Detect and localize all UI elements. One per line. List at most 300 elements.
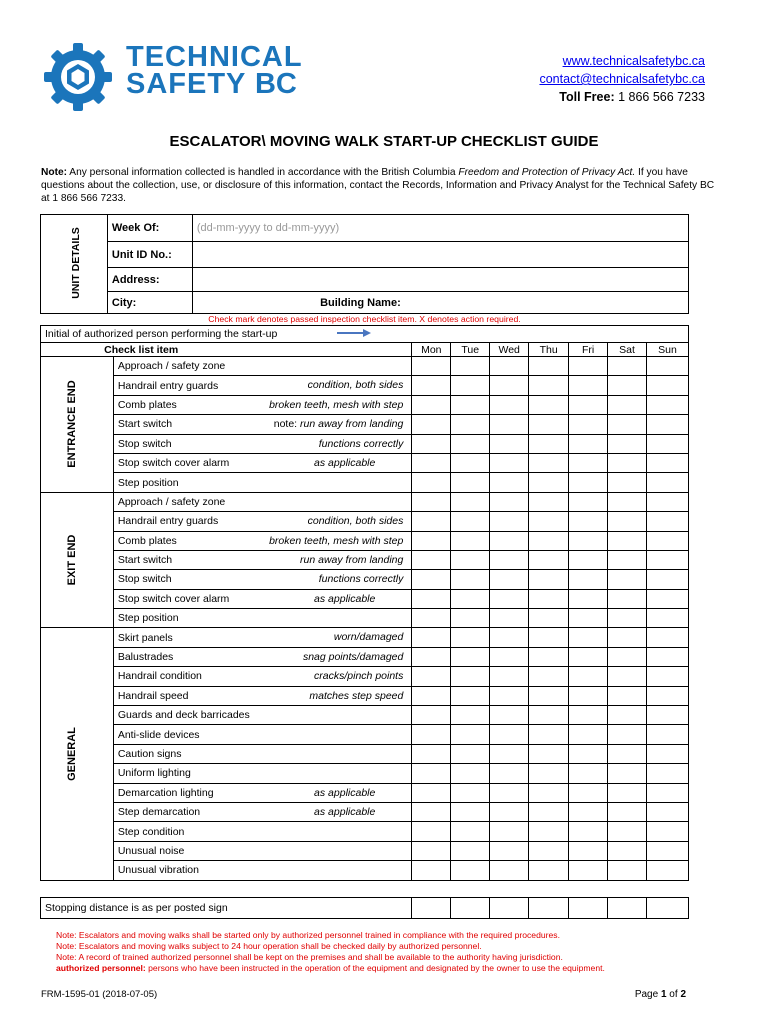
check-cell-tue[interactable] bbox=[451, 357, 490, 376]
check-cell-mon[interactable] bbox=[412, 589, 451, 608]
check-cell-wed[interactable] bbox=[490, 492, 529, 511]
check-cell-sun[interactable] bbox=[646, 744, 688, 763]
check-item bbox=[113, 802, 412, 821]
privacy-note bbox=[41, 166, 721, 205]
check-cell-sun[interactable] bbox=[646, 473, 688, 492]
check-cell-mon[interactable] bbox=[412, 415, 451, 434]
section-entrance-end bbox=[41, 357, 114, 493]
check-cell-mon[interactable] bbox=[412, 570, 451, 589]
check-cell-tue[interactable] bbox=[451, 783, 490, 802]
check-item bbox=[113, 434, 412, 453]
check-cell-sun[interactable] bbox=[646, 376, 688, 395]
check-item-note-prefix: note: bbox=[273, 418, 301, 431]
check-cell-mon[interactable] bbox=[412, 647, 451, 666]
check-cell-mon[interactable] bbox=[412, 512, 451, 531]
check-cell-thu[interactable] bbox=[529, 783, 569, 802]
check-cell-thu[interactable] bbox=[529, 609, 569, 628]
stopping-cell-tue[interactable] bbox=[451, 898, 490, 919]
check-cell-fri[interactable] bbox=[569, 550, 608, 569]
check-cell-wed[interactable] bbox=[490, 473, 529, 492]
check-cell-sat[interactable] bbox=[608, 531, 647, 550]
check-cell-wed[interactable] bbox=[490, 357, 529, 376]
check-item-note-text: as applicable bbox=[314, 592, 376, 605]
check-cell-thu[interactable] bbox=[529, 725, 569, 744]
check-cell-tue[interactable] bbox=[451, 744, 490, 763]
check-item-name: Unusual vibration bbox=[117, 864, 199, 877]
table-row bbox=[41, 473, 689, 492]
check-cell-mon[interactable] bbox=[412, 861, 451, 880]
check-cell-fri[interactable] bbox=[569, 357, 608, 376]
table-row bbox=[41, 744, 689, 763]
check-item bbox=[113, 512, 412, 531]
check-cell-wed[interactable] bbox=[490, 395, 529, 414]
check-cell-mon[interactable] bbox=[412, 744, 451, 763]
footnote-1: Note: Escalators and moving walks shall be started only by authorized personnel trained in compliance with the required procedures. bbox=[56, 930, 560, 940]
check-cell-mon[interactable] bbox=[412, 395, 451, 414]
check-cell-tue[interactable] bbox=[451, 434, 490, 453]
check-cell-mon[interactable] bbox=[412, 453, 451, 472]
check-item bbox=[113, 453, 412, 472]
table-row bbox=[41, 531, 689, 550]
check-item-note bbox=[303, 651, 403, 663]
check-cell-wed[interactable] bbox=[490, 512, 529, 531]
check-cell-thu[interactable] bbox=[529, 376, 569, 395]
check-cell-tue[interactable] bbox=[451, 550, 490, 569]
check-cell-fri[interactable] bbox=[569, 822, 608, 841]
table-row bbox=[41, 783, 689, 802]
form-id: FRM-1595-01 (2018-07-05) bbox=[41, 989, 158, 1000]
check-cell-fri[interactable] bbox=[569, 802, 608, 821]
check-cell-sun[interactable] bbox=[646, 609, 688, 628]
check-item bbox=[113, 706, 412, 725]
check-cell-wed[interactable] bbox=[490, 802, 529, 821]
table-row bbox=[41, 376, 689, 395]
check-cell-sun[interactable] bbox=[646, 667, 688, 686]
check-cell-sat[interactable] bbox=[608, 667, 647, 686]
stopping-cell-sat[interactable] bbox=[608, 898, 647, 919]
initial-row-cell bbox=[41, 326, 689, 343]
check-item-note bbox=[314, 593, 375, 605]
check-item-note bbox=[269, 535, 403, 547]
check-cell-fri[interactable] bbox=[569, 686, 608, 705]
check-cell-sat[interactable] bbox=[608, 841, 647, 860]
table-row bbox=[41, 453, 689, 472]
check-cell-fri[interactable] bbox=[569, 861, 608, 880]
check-cell-tue[interactable] bbox=[451, 395, 490, 414]
check-cell-fri[interactable] bbox=[569, 667, 608, 686]
check-item-name: Start switch bbox=[117, 554, 173, 567]
check-item-note bbox=[274, 418, 404, 430]
check-cell-thu[interactable] bbox=[529, 415, 569, 434]
header-row bbox=[41, 343, 689, 357]
check-cell-thu[interactable] bbox=[529, 434, 569, 453]
check-item bbox=[113, 822, 412, 841]
check-item-name: Step position bbox=[117, 476, 179, 489]
check-cell-wed[interactable] bbox=[490, 725, 529, 744]
table-row bbox=[41, 841, 689, 860]
check-item-note bbox=[319, 438, 404, 450]
check-cell-sat[interactable] bbox=[608, 686, 647, 705]
check-cell-tue[interactable] bbox=[451, 415, 490, 434]
check-item bbox=[113, 841, 412, 860]
check-cell-sun[interactable] bbox=[646, 647, 688, 666]
check-cell-wed[interactable] bbox=[490, 415, 529, 434]
check-cell-mon[interactable] bbox=[412, 783, 451, 802]
city-label: City: bbox=[107, 292, 192, 314]
check-cell-sun[interactable] bbox=[646, 550, 688, 569]
check-cell-mon[interactable] bbox=[412, 706, 451, 725]
check-cell-thu[interactable] bbox=[529, 473, 569, 492]
check-cell-wed[interactable] bbox=[490, 822, 529, 841]
check-item-note-text: condition, both sides bbox=[307, 515, 404, 528]
check-cell-sun[interactable] bbox=[646, 357, 688, 376]
check-cell-sun[interactable] bbox=[646, 783, 688, 802]
check-cell-wed[interactable] bbox=[490, 628, 529, 647]
check-cell-fri[interactable] bbox=[569, 570, 608, 589]
check-item-name: Handrail condition bbox=[117, 670, 202, 683]
check-cell-wed[interactable] bbox=[490, 453, 529, 472]
footnote-3: Note: A record of trained authorized personnel shall be kept on the premises and shall be available to the authority having jurisdiction. bbox=[56, 952, 563, 962]
check-item-name: Comb plates bbox=[117, 534, 177, 547]
check-item-note-text: worn/damaged bbox=[333, 631, 404, 644]
check-cell-sun[interactable] bbox=[646, 531, 688, 550]
stopping-cell-fri[interactable] bbox=[569, 898, 608, 919]
check-cell-wed[interactable] bbox=[490, 570, 529, 589]
check-cell-fri[interactable] bbox=[569, 473, 608, 492]
check-cell-thu[interactable] bbox=[529, 512, 569, 531]
check-cell-sat[interactable] bbox=[608, 802, 647, 821]
check-cell-thu[interactable] bbox=[529, 822, 569, 841]
check-item-note-text: functions correctly bbox=[318, 573, 404, 586]
privacy-note-text2: If you have questions about the collection, use, or disclosure of this information, contact the Records, Information and Privacy Analyst for the Technical Safety BC at 1 866 566 7233. bbox=[41, 167, 715, 204]
check-cell-tue[interactable] bbox=[451, 628, 490, 647]
check-item-note-text: snag points/damaged bbox=[302, 650, 404, 663]
table-row bbox=[41, 512, 689, 531]
unit-id-input[interactable] bbox=[192, 242, 688, 268]
check-cell-tue[interactable] bbox=[451, 473, 490, 492]
building-name-label: Building Name: bbox=[320, 296, 401, 309]
check-cell-mon[interactable] bbox=[412, 376, 451, 395]
check-cell-tue[interactable] bbox=[451, 667, 490, 686]
check-item bbox=[113, 492, 412, 511]
check-item-note bbox=[314, 806, 375, 818]
check-cell-sat[interactable] bbox=[608, 492, 647, 511]
table-row bbox=[41, 764, 689, 783]
check-cell-sat[interactable] bbox=[608, 764, 647, 783]
check-cell-tue[interactable] bbox=[451, 531, 490, 550]
check-cell-wed[interactable] bbox=[490, 861, 529, 880]
check-cell-sat[interactable] bbox=[608, 570, 647, 589]
check-cell-thu[interactable] bbox=[529, 764, 569, 783]
check-cell-sat[interactable] bbox=[608, 589, 647, 608]
check-cell-tue[interactable] bbox=[451, 589, 490, 608]
check-cell-sun[interactable] bbox=[646, 453, 688, 472]
check-cell-mon[interactable] bbox=[412, 434, 451, 453]
check-cell-sun[interactable] bbox=[646, 686, 688, 705]
check-cell-fri[interactable] bbox=[569, 841, 608, 860]
check-cell-mon[interactable] bbox=[412, 628, 451, 647]
check-cell-wed[interactable] bbox=[490, 744, 529, 763]
check-cell-sat[interactable] bbox=[608, 415, 647, 434]
check-cell-mon[interactable] bbox=[412, 725, 451, 744]
logo-line-safety: SAFETY bbox=[126, 68, 246, 100]
check-cell-thu[interactable] bbox=[529, 686, 569, 705]
check-cell-sat[interactable] bbox=[608, 395, 647, 414]
check-item-name: Unusual noise bbox=[117, 844, 185, 857]
check-cell-mon[interactable] bbox=[412, 531, 451, 550]
check-cell-mon[interactable] bbox=[412, 822, 451, 841]
check-cell-fri[interactable] bbox=[569, 376, 608, 395]
check-cell-thu[interactable] bbox=[529, 492, 569, 511]
check-cell-wed[interactable] bbox=[490, 764, 529, 783]
check-cell-tue[interactable] bbox=[451, 570, 490, 589]
check-cell-sun[interactable] bbox=[646, 706, 688, 725]
check-item bbox=[113, 628, 412, 647]
check-cell-tue[interactable] bbox=[451, 647, 490, 666]
week-of-input[interactable]: (dd-mm-yyyy to dd-mm-yyyy) bbox=[192, 215, 688, 242]
check-cell-thu[interactable] bbox=[529, 706, 569, 725]
check-cell-sun[interactable] bbox=[646, 764, 688, 783]
day-header-sun: Sun bbox=[646, 343, 688, 357]
day-header-mon: Mon bbox=[412, 343, 451, 357]
check-cell-wed[interactable] bbox=[490, 783, 529, 802]
check-cell-fri[interactable] bbox=[569, 512, 608, 531]
check-cell-mon[interactable] bbox=[412, 802, 451, 821]
check-cell-sat[interactable] bbox=[608, 550, 647, 569]
check-item-note bbox=[314, 787, 375, 799]
check-cell-mon[interactable] bbox=[412, 609, 451, 628]
check-item-note-text: as applicable bbox=[314, 805, 376, 818]
check-cell-sun[interactable] bbox=[646, 415, 688, 434]
check-item-name: Handrail entry guards bbox=[117, 379, 219, 392]
check-cell-tue[interactable] bbox=[451, 764, 490, 783]
check-cell-thu[interactable] bbox=[529, 357, 569, 376]
check-cell-sun[interactable] bbox=[646, 841, 688, 860]
check-cell-mon[interactable] bbox=[412, 473, 451, 492]
check-cell-tue[interactable] bbox=[451, 706, 490, 725]
check-item-name: Demarcation lighting bbox=[117, 786, 214, 799]
check-cell-thu[interactable] bbox=[529, 570, 569, 589]
email-link[interactable]: contact@technicalsafetybc.ca bbox=[539, 72, 705, 86]
check-cell-sun[interactable] bbox=[646, 570, 688, 589]
check-item-name: Step demarcation bbox=[117, 806, 201, 819]
check-cell-wed[interactable] bbox=[490, 647, 529, 666]
check-cell-sun[interactable] bbox=[646, 802, 688, 821]
building-name-field[interactable] bbox=[320, 292, 688, 314]
check-cell-fri[interactable] bbox=[569, 531, 608, 550]
check-cell-sat[interactable] bbox=[608, 512, 647, 531]
logo bbox=[40, 39, 116, 115]
check-cell-wed[interactable] bbox=[490, 434, 529, 453]
check-item bbox=[113, 609, 412, 628]
check-item-name: Stop switch bbox=[117, 437, 172, 450]
check-cell-thu[interactable] bbox=[529, 802, 569, 821]
check-cell-wed[interactable] bbox=[490, 841, 529, 860]
check-item-note-text: functions correctly bbox=[318, 437, 404, 450]
check-cell-tue[interactable] bbox=[451, 376, 490, 395]
check-cell-sat[interactable] bbox=[608, 822, 647, 841]
check-cell-sun[interactable] bbox=[646, 589, 688, 608]
stopping-cell-sun[interactable] bbox=[647, 898, 689, 919]
check-cell-mon[interactable] bbox=[412, 841, 451, 860]
check-cell-sat[interactable] bbox=[608, 628, 647, 647]
check-cell-thu[interactable] bbox=[529, 647, 569, 666]
contact-block bbox=[539, 52, 705, 106]
check-cell-sun[interactable] bbox=[646, 628, 688, 647]
check-cell-sun[interactable] bbox=[646, 861, 688, 880]
check-list-item-header: Check list item bbox=[41, 343, 412, 357]
check-item-note bbox=[314, 457, 375, 469]
table-row bbox=[41, 492, 689, 511]
table-row bbox=[41, 628, 689, 647]
check-cell-mon[interactable] bbox=[412, 357, 451, 376]
day-header-thu: Thu bbox=[529, 343, 569, 357]
check-cell-fri[interactable] bbox=[569, 706, 608, 725]
page-number bbox=[635, 989, 686, 1000]
page-current: 1 bbox=[660, 989, 667, 1000]
check-cell-sun[interactable] bbox=[646, 725, 688, 744]
section-general bbox=[41, 628, 114, 880]
check-cell-tue[interactable] bbox=[451, 725, 490, 744]
check-cell-mon[interactable] bbox=[412, 492, 451, 511]
check-cell-tue[interactable] bbox=[451, 492, 490, 511]
check-cell-tue[interactable] bbox=[451, 802, 490, 821]
check-item-note bbox=[334, 631, 403, 643]
authorized-personnel-definition: persons who have been instructed in the operation of the equipment and designated by the owner to use the equipment. bbox=[145, 963, 605, 973]
check-item-name: Caution signs bbox=[117, 748, 182, 760]
check-cell-wed[interactable] bbox=[490, 589, 529, 608]
check-cell-fri[interactable] bbox=[569, 744, 608, 763]
check-cell-thu[interactable] bbox=[529, 550, 569, 569]
table-row bbox=[41, 822, 689, 841]
check-cell-mon[interactable] bbox=[412, 686, 451, 705]
stopping-distance-label: Stopping distance is as per posted sign bbox=[41, 898, 412, 919]
check-cell-sun[interactable] bbox=[646, 434, 688, 453]
check-cell-mon[interactable] bbox=[412, 764, 451, 783]
check-cell-sat[interactable] bbox=[608, 783, 647, 802]
section-label: EXIT END bbox=[66, 534, 78, 585]
check-item-name: Skirt panels bbox=[117, 631, 173, 644]
privacy-note-text1: Any personal information collected is handled in accordance with the British Columbia bbox=[67, 167, 459, 178]
check-cell-thu[interactable] bbox=[529, 628, 569, 647]
check-cell-tue[interactable] bbox=[451, 512, 490, 531]
check-item-note bbox=[300, 554, 403, 566]
check-cell-sat[interactable] bbox=[608, 609, 647, 628]
check-cell-sun[interactable] bbox=[646, 492, 688, 511]
check-cell-sat[interactable] bbox=[608, 744, 647, 763]
check-cell-wed[interactable] bbox=[490, 531, 529, 550]
check-cell-mon[interactable] bbox=[412, 667, 451, 686]
check-item-note bbox=[309, 690, 403, 702]
check-cell-sun[interactable] bbox=[646, 512, 688, 531]
check-cell-fri[interactable] bbox=[569, 415, 608, 434]
authorized-personnel-label: authorized personnel: bbox=[56, 963, 146, 973]
check-cell-thu[interactable] bbox=[529, 395, 569, 414]
check-cell-tue[interactable] bbox=[451, 861, 490, 880]
check-cell-wed[interactable] bbox=[490, 706, 529, 725]
check-cell-sat[interactable] bbox=[608, 453, 647, 472]
check-item bbox=[113, 667, 412, 686]
stopping-cell-wed[interactable] bbox=[490, 898, 529, 919]
check-item-note-text: condition, both sides bbox=[307, 379, 404, 392]
checklist-table bbox=[40, 325, 689, 881]
check-cell-sat[interactable] bbox=[608, 725, 647, 744]
check-cell-fri[interactable] bbox=[569, 453, 608, 472]
check-cell-fri[interactable] bbox=[569, 589, 608, 608]
check-cell-fri[interactable] bbox=[569, 434, 608, 453]
check-item-note bbox=[308, 379, 404, 391]
check-cell-sat[interactable] bbox=[608, 473, 647, 492]
table-row bbox=[41, 725, 689, 744]
check-cell-fri[interactable] bbox=[569, 783, 608, 802]
check-cell-tue[interactable] bbox=[451, 841, 490, 860]
footnote-2: Note: Escalators and moving walks subject to 24 hour operation shall be checked daily by authorized personnel. bbox=[56, 941, 482, 951]
check-cell-wed[interactable] bbox=[490, 376, 529, 395]
check-cell-fri[interactable] bbox=[569, 609, 608, 628]
stopping-cell-mon[interactable] bbox=[412, 898, 451, 919]
check-item-note bbox=[308, 515, 404, 527]
check-item-note-text: as applicable bbox=[314, 456, 376, 469]
check-cell-tue[interactable] bbox=[451, 453, 490, 472]
check-cell-fri[interactable] bbox=[569, 647, 608, 666]
check-cell-fri[interactable] bbox=[569, 395, 608, 414]
check-cell-sun[interactable] bbox=[646, 822, 688, 841]
city-input[interactable] bbox=[192, 292, 320, 314]
check-item-name: Approach / safety zone bbox=[117, 495, 226, 508]
check-cell-wed[interactable] bbox=[490, 667, 529, 686]
check-cell-tue[interactable] bbox=[451, 822, 490, 841]
check-cell-sat[interactable] bbox=[608, 357, 647, 376]
check-cell-mon[interactable] bbox=[412, 550, 451, 569]
section-label: ENTRANCE END bbox=[66, 380, 78, 468]
check-cell-thu[interactable] bbox=[529, 841, 569, 860]
check-cell-fri[interactable] bbox=[569, 764, 608, 783]
check-cell-sat[interactable] bbox=[608, 706, 647, 725]
website-link[interactable]: www.technicalsafetybc.ca bbox=[562, 54, 705, 68]
check-cell-wed[interactable] bbox=[490, 609, 529, 628]
check-item-name: Anti-slide devices bbox=[117, 728, 200, 741]
check-cell-thu[interactable] bbox=[529, 531, 569, 550]
address-input[interactable] bbox=[192, 268, 688, 292]
logo-line-bc: BC bbox=[254, 68, 297, 100]
check-cell-wed[interactable] bbox=[490, 686, 529, 705]
check-cell-fri[interactable] bbox=[569, 628, 608, 647]
check-cell-sat[interactable] bbox=[608, 376, 647, 395]
check-cell-tue[interactable] bbox=[451, 609, 490, 628]
check-cell-thu[interactable] bbox=[529, 589, 569, 608]
check-cell-fri[interactable] bbox=[569, 492, 608, 511]
stopping-cell-thu[interactable] bbox=[529, 898, 569, 919]
check-item-name: Handrail speed bbox=[117, 689, 189, 702]
check-item bbox=[113, 589, 412, 608]
check-cell-fri[interactable] bbox=[569, 725, 608, 744]
check-cell-wed[interactable] bbox=[490, 550, 529, 569]
check-cell-sat[interactable] bbox=[608, 647, 647, 666]
check-cell-thu[interactable] bbox=[529, 453, 569, 472]
check-item-note-text: run away from landing bbox=[300, 418, 404, 431]
check-item bbox=[113, 744, 412, 763]
check-cell-thu[interactable] bbox=[529, 861, 569, 880]
check-cell-sat[interactable] bbox=[608, 861, 647, 880]
page-title: ESCALATOR\ MOVING WALK START-UP CHECKLIST GUIDE bbox=[169, 133, 599, 150]
check-cell-sat[interactable] bbox=[608, 434, 647, 453]
check-cell-sun[interactable] bbox=[646, 395, 688, 414]
check-cell-tue[interactable] bbox=[451, 686, 490, 705]
check-cell-thu[interactable] bbox=[529, 744, 569, 763]
table-row bbox=[41, 667, 689, 686]
check-cell-thu[interactable] bbox=[529, 667, 569, 686]
table-row bbox=[41, 415, 689, 434]
